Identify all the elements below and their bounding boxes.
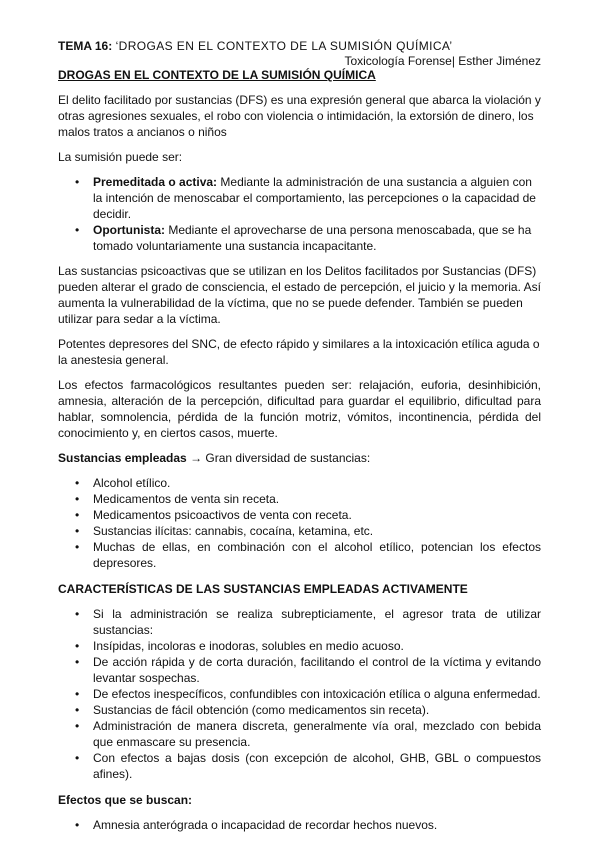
list-item	[58, 491, 541, 507]
list-item	[58, 606, 541, 638]
caracteristicas-list	[58, 606, 541, 782]
list-item-text: Medicamentos psicoactivos de venta con receta.	[93, 508, 352, 522]
list-item-text: Sustancias de fácil obtención (como medicamentos sin receta).	[93, 703, 430, 717]
bullet: •	[75, 492, 80, 506]
document-title: DROGAS EN EL CONTEXTO DE LA SUMISIÓN QUÍMICA	[58, 68, 376, 82]
intro-paragraph: El delito facilitado por sustancias (DFS) es una expresión general que abarca la violación y otras agresiones sexuales, el robo con violencia o intimidación, la extorsión de dinero, los malos tratos a ancianos o niños	[58, 93, 541, 139]
header-topic	[58, 38, 541, 54]
sumision-type-desc: Mediante la administración de una sustancia a alguien con la intención de menoscabar el comportamiento, las percepciones o la capacidad de decidir.	[93, 175, 536, 221]
bullet: •	[75, 540, 80, 554]
list-item	[58, 817, 541, 833]
bullet: •	[75, 751, 80, 765]
list-item	[58, 638, 541, 654]
sumision-type-term: Oportunista:	[93, 223, 165, 237]
sustancias-heading	[58, 450, 541, 466]
bullet: •	[75, 703, 80, 717]
bullet: •	[75, 687, 80, 701]
list-item-text: Con efectos a bajas dosis (con excepción de alcohol, GHB, GBL o compuestos afines).	[93, 751, 541, 781]
list-item	[58, 539, 541, 571]
bullet: •	[75, 508, 80, 522]
sumision-intro: La sumisión puede ser:	[58, 150, 183, 164]
list-item-text: De efectos inespecíficos, confundibles con intoxicación etílica o alguna enfermedad.	[93, 687, 541, 701]
bullet: •	[75, 818, 80, 832]
efectos-buscan-heading: Efectos que se buscan:	[58, 793, 193, 807]
arrow-icon: →	[186, 451, 206, 465]
list-item-text: Alcohol etílico.	[93, 476, 171, 490]
bullet: •	[75, 476, 80, 490]
list-item	[58, 654, 541, 686]
bullet: •	[75, 639, 80, 653]
list-item	[58, 750, 541, 782]
list-item-text: Administración de manera discreta, generalmente vía oral, mezclado con bebida que enmascare su presencia.	[93, 719, 541, 749]
header-course-author: Toxicología Forense| Esther Jiménez	[344, 54, 541, 68]
bullet: •	[75, 524, 80, 538]
bullet: •	[75, 223, 80, 237]
snc-paragraph: Potentes depresores del SNC, de efecto rápido y similares a la intoxicación etílica aguda o la anestesia general.	[58, 337, 540, 367]
efectos-paragraph: Los efectos farmacológicos resultantes pueden ser: relajación, euforia, desinhibición, amnesia, alteración de la percepción, dificultad para guardar el equilibrio, dificultad para hablar, somnolencia, pérdida de la función motriz, vómitos, incontinencia, pérdida del conocimiento y, en ciertos casos, muerte.	[58, 378, 541, 440]
sumision-types-list	[58, 174, 541, 254]
list-item	[58, 222, 541, 254]
efectos-buscan-list	[58, 817, 541, 833]
bullet: •	[75, 175, 80, 189]
header-topic-label: TEMA 16:	[58, 39, 113, 53]
list-item-text: Medicamentos de venta sin receta.	[93, 492, 280, 506]
list-item-text: Si la administración se realiza subrepticiamente, el agresor trata de utilizar sustancias:	[93, 607, 541, 637]
sustancias-list	[58, 475, 541, 571]
list-item-text: Sustancias ilícitas: cannabis, cocaína, ketamina, etc.	[93, 524, 374, 538]
dfs-paragraph: Las sustancias psicoactivas que se utilizan en los Delitos facilitados por Sustancias (DFS) pueden alterar el grado de consciencia, el estado de percepción, el juicio y la memoria. Así aumenta la vulnerabilidad de la víctima, que no se puede defender. También se pueden utilizar para sedar a la víctima.	[58, 264, 541, 326]
list-item-text: Muchas de ellas, en combinación con el alcohol etílico, potencian los efectos depresores.	[93, 540, 541, 570]
sumision-type-desc: Mediante el aprovecharse de una persona menoscabada, que se ha tomado voluntariamente una sustancia incapacitante.	[93, 223, 532, 253]
list-item	[58, 702, 541, 718]
bullet: •	[75, 655, 80, 669]
list-item	[58, 507, 541, 523]
list-item	[58, 718, 541, 750]
list-item	[58, 174, 541, 222]
sumision-type-term: Premeditada o activa:	[93, 175, 218, 189]
caracteristicas-heading: CARACTERÍSTICAS DE LAS SUSTANCIAS EMPLEADAS ACTIVAMENTE	[58, 582, 468, 596]
list-item-text: De acción rápida y de corta duración, facilitando el control de la víctima y evitando levantar sospechas.	[93, 655, 541, 685]
sustancias-heading-label: Sustancias empleadas	[58, 451, 187, 465]
list-item-text: Amnesia anterógrada o incapacidad de recordar hechos nuevos.	[93, 818, 438, 832]
list-item	[58, 523, 541, 539]
sustancias-heading-rest: Gran diversidad de sustancias:	[205, 451, 371, 465]
list-item	[58, 475, 541, 491]
list-item-text: Insípidas, incoloras e inodoras, solubles en medio acuoso.	[93, 639, 404, 653]
bullet: •	[75, 719, 80, 733]
list-item	[58, 686, 541, 702]
bullet: •	[75, 607, 80, 621]
header-topic-title: ‘DROGAS EN EL CONTEXTO DE LA SUMISIÓN QUÍMICA’	[115, 39, 453, 53]
